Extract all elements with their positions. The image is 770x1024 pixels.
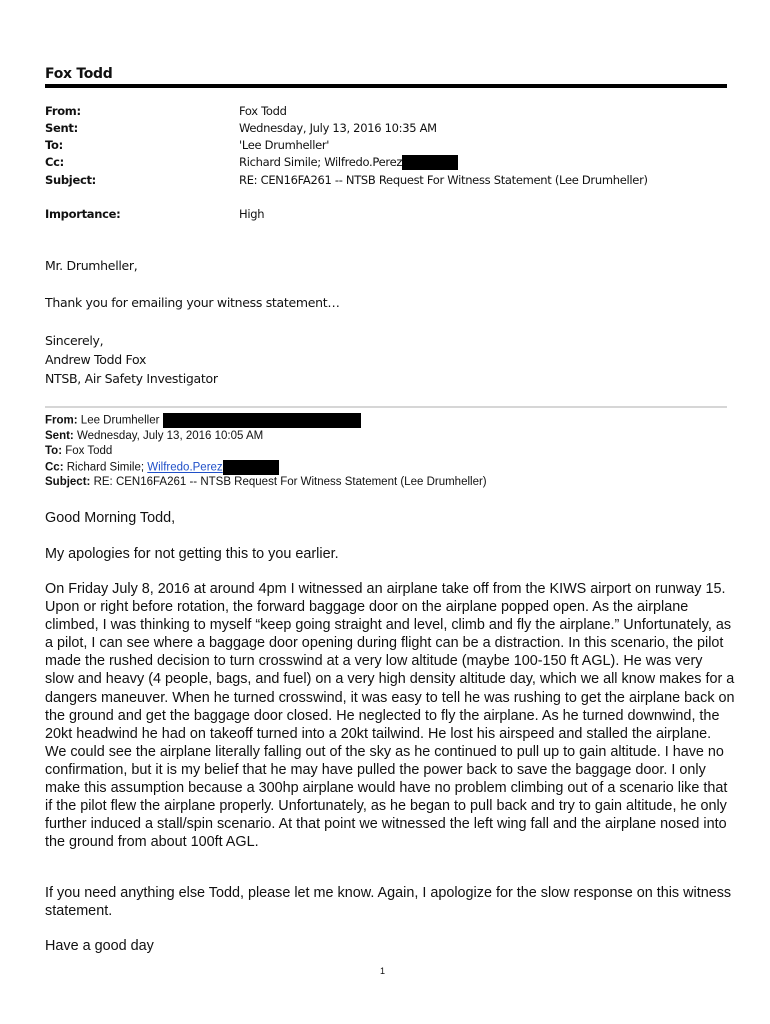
cc-email-link[interactable]: Wilfredo.Perez	[147, 461, 223, 474]
email2-subject	[45, 476, 487, 488]
header-importance-value: High	[239, 207, 265, 221]
header-from-value: Fox Todd	[239, 104, 287, 118]
redaction-bar	[402, 155, 458, 170]
email2-from-label: From:	[45, 414, 78, 427]
email2-greeting: Good Morning Todd,	[45, 510, 176, 526]
email1-closing: Sincerely,	[45, 333, 104, 348]
header-importance-label: Importance:	[45, 207, 121, 221]
email2-sent-value: Wednesday, July 13, 2016 10:05 AM	[76, 430, 264, 442]
redaction-bar	[223, 460, 279, 475]
email2-to-label: To:	[45, 445, 63, 457]
header-cc-value: Richard Simile; Wilfredo.Perez	[239, 155, 403, 169]
email1-signature-name: Andrew Todd Fox	[45, 352, 147, 367]
header-sent-value: Wednesday, July 13, 2016 10:35 AM	[239, 121, 437, 135]
header-subject-value: RE: CEN16FA261 -- NTSB Request For Witness Statement (Lee Drumheller)	[239, 173, 648, 187]
email1-greeting: Mr. Drumheller,	[45, 258, 138, 273]
redaction-bar	[163, 413, 361, 428]
email-separator	[45, 406, 727, 408]
email2-para1: My apologies for not getting this to you earlier.	[45, 546, 339, 562]
email2-para3: If you need anything else Todd, please let me know. Again, I apologize for the slow response on this witness statement.	[45, 885, 732, 920]
header-subject-label: Subject:	[45, 173, 96, 187]
email2-from	[45, 413, 361, 428]
sender-title: Fox Todd	[45, 66, 113, 82]
header-from-label: From:	[45, 104, 81, 118]
header-to-label: To:	[45, 138, 63, 152]
email2-para2: On Friday July 8, 2016 at around 4pm I witnessed an airplane take off from the KIWS airport on runway 15. Upon or right before rotation, the forward baggage door on the airplane popped open. As the airplane climbed, I was thinking to myself “keep going straight and level, climb and fly the airplane.” Unfortunately, as a pilot, I can see where a baggage door opening during flight can be a distraction. In this scenario, the pilot made the rushed decision to turn crosswind at a very low altitude (maybe 100-150 ft AGL). He was very slow and heavy (4 people, bags, and fuel) on a very high density altitude day, which we all know makes for a dangers maneuver. When he turned crosswind, it was easy to tell he was rushing to get the airplane back on the ground and get the baggage door closed. He neglected to fly the airplane. As he turned downwind, the 20kt headwind he had on takeoff turned into a 20kt tailwind. He lost his airspeed and stalled the airplane. We could see the airplane literally falling out of the sky as he continued to pull up to gain altitude. I have no confirmation, but it is my belief that he may have pulled the power back to save the baggage door. I only make this assumption because a 300hp airplane would have no problem climbing out of a scenario like that if the pilot flew the airplane properly. Unfortunately, as he began to pull back and try to gain altitude, he only further induced a stall/spin scenario. At that point we witnessed the left wing fall and the airplane nosed into the ground from about 100ft AGL.	[45, 581, 735, 851]
email1-signature-title: NTSB, Air Safety Investigator	[45, 371, 218, 386]
email2-subject-value: RE: CEN16FA261 -- NTSB Request For Witness Statement (Lee Drumheller)	[93, 476, 487, 488]
email2-sent	[45, 430, 263, 442]
email1-message: Thank you for emailing your witness statement…	[45, 295, 340, 310]
email2-sent-label: Sent:	[45, 430, 74, 442]
email2-from-value: Lee Drumheller	[80, 414, 160, 427]
email2-to	[45, 445, 112, 457]
header-cc-value-wrap	[239, 155, 458, 170]
header-cc-label: Cc:	[45, 155, 64, 169]
header-sent-label: Sent:	[45, 121, 78, 135]
email2-cc	[45, 460, 279, 475]
page-number: 1	[380, 966, 386, 976]
email2-cc-value: Richard Simile;	[66, 461, 145, 474]
email2-closing: Have a good day	[45, 938, 154, 954]
title-divider	[45, 84, 727, 88]
header-to-value: 'Lee Drumheller'	[239, 138, 330, 152]
email2-cc-label: Cc:	[45, 461, 64, 474]
email2-to-value: Fox Todd	[65, 445, 113, 457]
email2-subject-label: Subject:	[45, 476, 91, 488]
